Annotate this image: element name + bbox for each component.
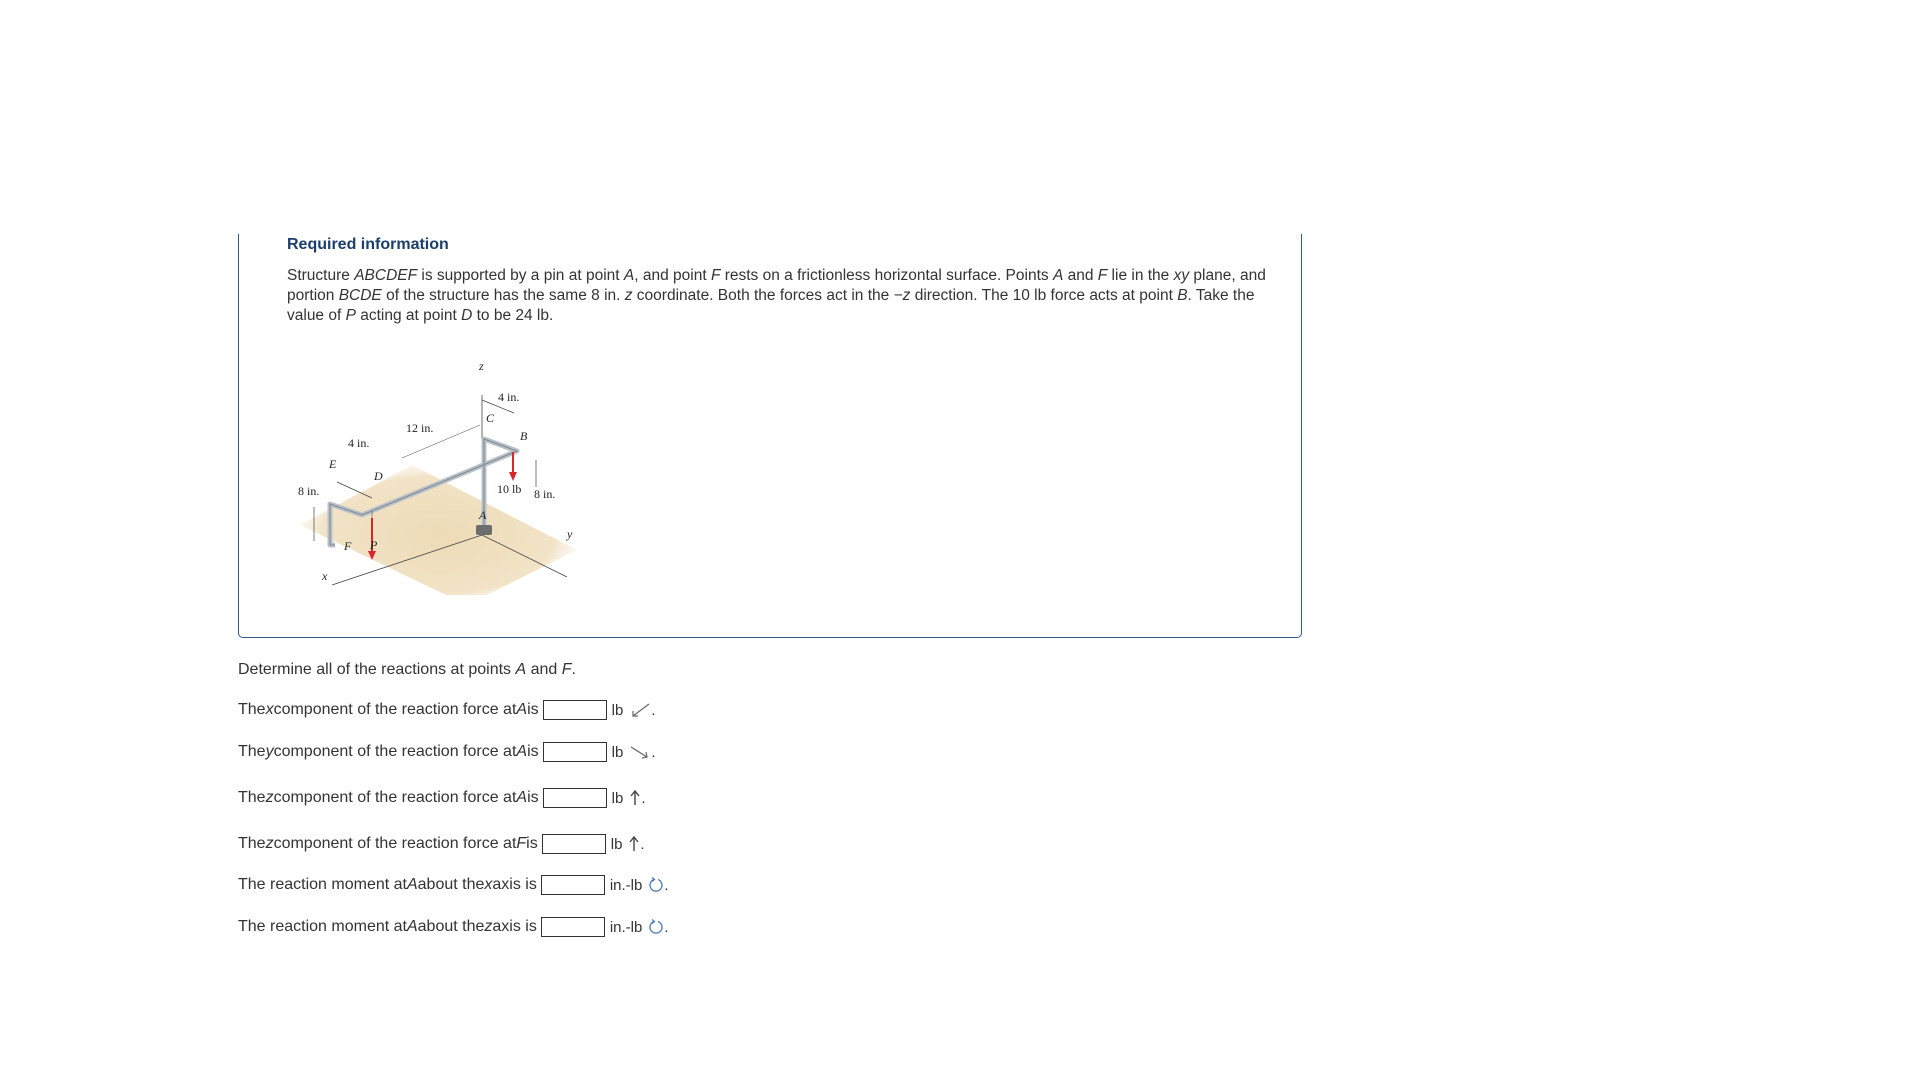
- label-force-10lb: 10 lb: [497, 482, 522, 496]
- label-dim-8in-right: 8 in.: [534, 487, 556, 501]
- answer-input-ay[interactable]: [543, 742, 607, 762]
- info-title: Required information: [287, 236, 449, 253]
- label-y: y: [567, 527, 573, 541]
- info-paragraph: Structure ABCDEF is supported by a pin at point A, and point F rests on a frictionless horizontal surface. Points A and F lie in the xy plane, and portion BCDE of the structure has the same 8 in. z coordinate. Both the forces act in the −z direction. The 10 lb force acts at point B. Take the value of P acting at point D to be 24 lb.: [287, 267, 1266, 324]
- label-dim-4in-left: 4 in.: [348, 436, 370, 450]
- answer-input-az[interactable]: [543, 788, 607, 808]
- label-c: C: [486, 411, 495, 425]
- label-dim-4in-top: 4 in.: [498, 390, 520, 404]
- counterclockwise-icon: [648, 919, 664, 935]
- label-dim-12in: 12 in.: [406, 421, 434, 435]
- answer-input-ax[interactable]: [543, 700, 607, 720]
- label-z: z: [479, 359, 484, 373]
- answer-input-fz[interactable]: [542, 834, 606, 854]
- label-b: B: [520, 429, 528, 443]
- arrow-down-left-icon: [629, 702, 651, 718]
- label-dim-8in-left: 8 in.: [298, 484, 320, 498]
- row-reaction-fz: The z component of the reaction force at F is lb .: [238, 835, 645, 853]
- label-p: P: [370, 538, 378, 552]
- arrow-down-right-icon: [629, 744, 651, 760]
- answer-input-mx[interactable]: [541, 875, 605, 895]
- counterclockwise-icon: [648, 877, 664, 893]
- arrow-up-icon: [628, 836, 640, 852]
- row-moment-ax: The reaction moment at A about the x axis is in.-lb .: [238, 876, 669, 894]
- label-e: E: [329, 457, 337, 471]
- row-reaction-ax: The x component of the reaction force at A is lb .: [238, 701, 656, 719]
- label-f: F: [344, 539, 352, 553]
- label-a: A: [479, 508, 487, 522]
- arrow-up-icon: [629, 790, 641, 806]
- answer-input-mz[interactable]: [541, 917, 605, 937]
- question-text: Determine all of the reactions at points A and F.: [238, 661, 576, 678]
- row-reaction-ay: The y component of the reaction force at A is lb .: [238, 743, 656, 761]
- row-reaction-az: The z component of the reaction force at A is lb .: [238, 789, 646, 807]
- structure-diagram: [292, 355, 582, 595]
- row-moment-az: The reaction moment at A about the z axis is in.-lb .: [238, 918, 669, 936]
- label-x: x: [322, 569, 328, 583]
- label-d: D: [374, 469, 383, 483]
